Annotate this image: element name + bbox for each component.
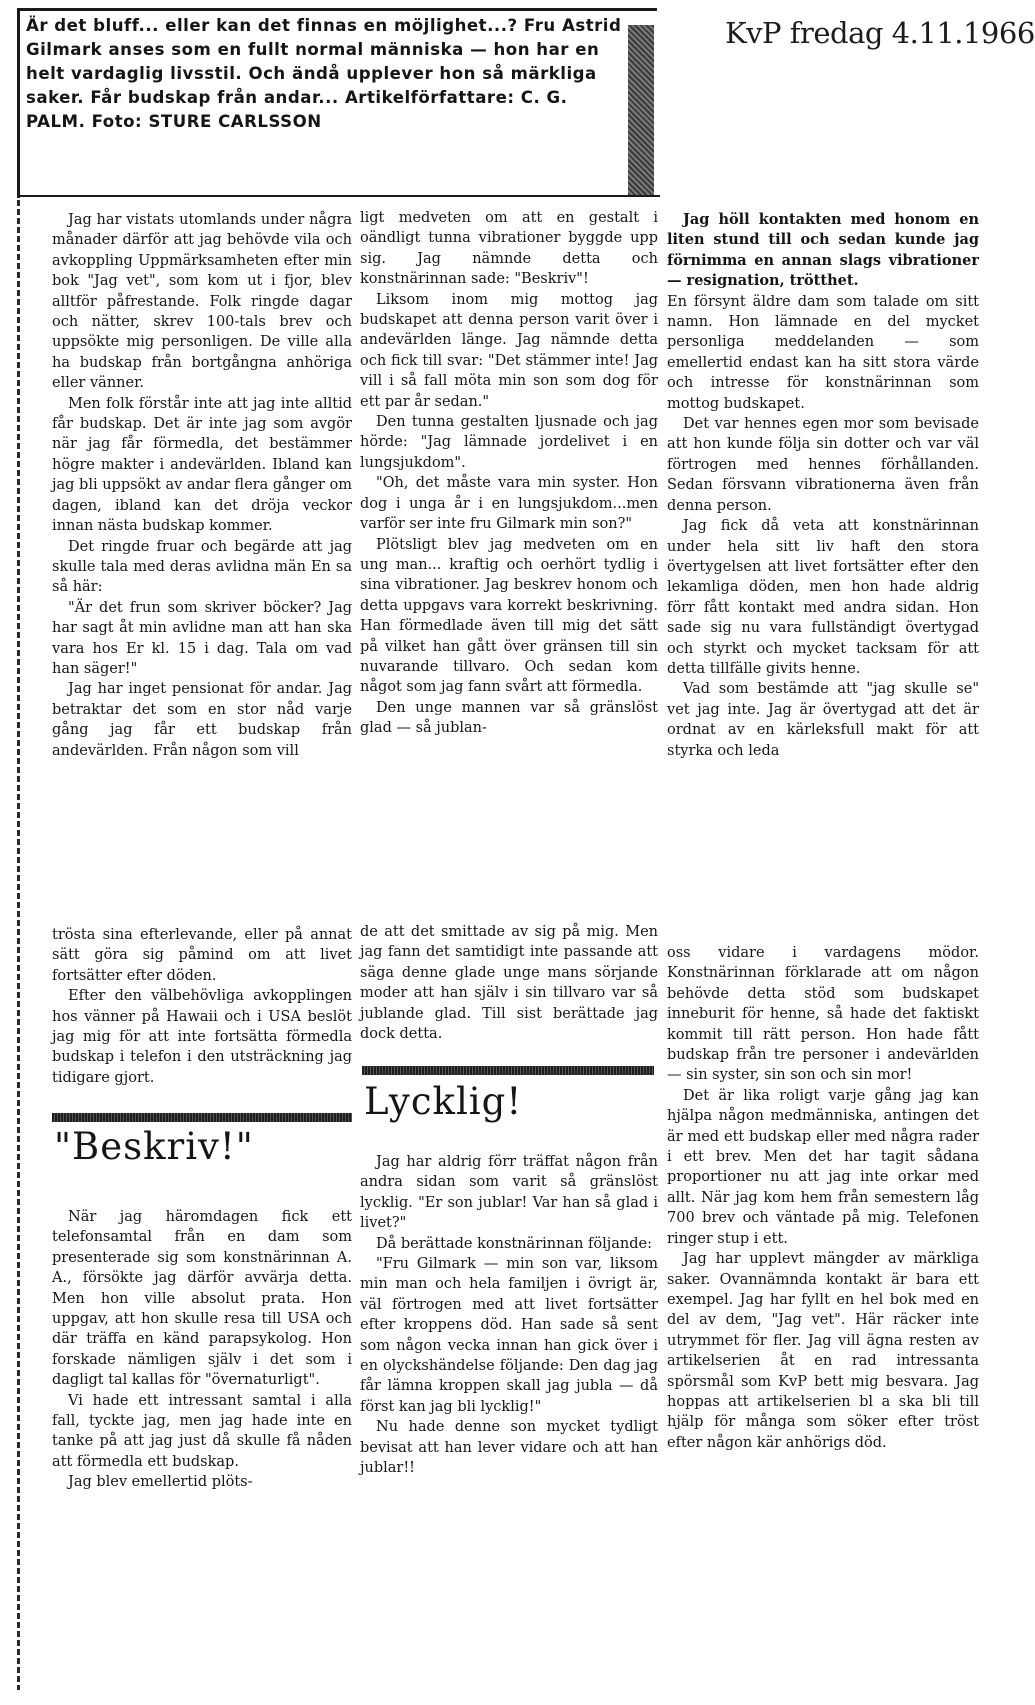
article-headline: Är det bluff... eller kan det finnas en möjlighet...? Fru Astrid Gilmark anses som en fullt normal människa — hon har en helt vardaglig livsstil. Och ändå upplever hon så märkliga saker. Får budskap från andar... Artikelförfattare: C. G. PALM. Foto: STURE CARLSSON — [26, 16, 622, 131]
left-margin-rule — [17, 200, 20, 1690]
paragraph: Det är lika roligt varje gång jag kan hjälpa någon medmänniska, antingen det är med ett budskap eller med några rader i ett brev. Men det har tagit sådana proportioner nu att jag inte orkar med allt. När jag kom hem från semestern låg 700 brev och väntade på mig. Telefonen ringer stup i ett. — [667, 1087, 979, 1247]
col1-block1 — [52, 210, 352, 761]
paragraph: "Fru Gilmark — min son var, liksom min man och hela familjen i övrigt är, väl förtrogen med att livet fortsätter efter kroppens död. Han sade så sent som någon vecka innan han gick över i en olyckshändelse följande: Den dag jag får lämna kroppen skall jag jubla — då först kan jag bli lycklig!" — [360, 1256, 658, 1415]
section-divider — [362, 1066, 654, 1075]
col3-block2 — [667, 943, 979, 1453]
header-box-top-rule — [17, 8, 657, 11]
col2-block1 — [360, 208, 658, 739]
paragraph: Det var hennes egen mor som bevisade att hon kunde följa sin dotter och var väl förtrogen med hennes förhållanden. Sedan försvann vibrationerna även från denna person. — [667, 416, 979, 514]
paragraph: "Oh, det måste vara min syster. Hon dog i unga år i en lungsjukdom...men varför ser inte fru Gilmark min son?" — [360, 475, 658, 533]
subheading-lycklig: Lycklig! — [364, 1080, 523, 1123]
col2-block3 — [360, 1152, 658, 1479]
shaded-bar — [628, 25, 654, 195]
paragraph: Vad som bestämde att "jag skulle se" vet jag inte. Jag är övertygad att det är ordnat av en kärleksfull makt för att styrka och leda — [667, 681, 979, 759]
paragraph: Då berättade konstnärinnan följande: — [376, 1235, 652, 1252]
paragraph: de att det smittade av sig på mig. Men jag fann det samtidigt inte passande att säga denne glade unge mans sörjande moder att han själv i sin tillvaro var så jublande glad. Till sist berättade jag dock detta. — [360, 924, 658, 1043]
paragraph: trösta sina efterlevande, eller på annat sätt göra sig påmind om att livet fortsätter efter döden. — [52, 927, 352, 984]
newspaper-dateline: KvP fredag 4.11.1966 — [725, 16, 1035, 50]
header-box-bottom-rule — [20, 195, 660, 197]
paragraph: Det ringde fruar och begärde att jag skulle tala med deras avlidna män En sa så här: — [52, 538, 352, 596]
paragraph: En försynt äldre dam som talade om sitt namn. Hon lämnade en del mycket personliga meddelanden — som emellertid endast kan ha sitt stora värde och intresse för konstnärinnan som mottog budskapet. — [667, 293, 979, 412]
paragraph: Jag blev emellertid plöts- — [68, 1474, 253, 1491]
paragraph: Vi hade ett intressant samtal i alla fall, tyckte jag, men jag hade inte en tanke på att jag just då skulle få nåden att förmedla ett budskap. — [52, 1392, 352, 1470]
col3-block1 — [667, 210, 979, 761]
paragraph: oss vidare i vardagens mödor. Konstnärinnan förklarade att om någon behövde detta stöd som budskapet inneburit för henne, så hade det faktiskt kommit till rätt person. Hon hade fått budskap från tre personer i andevärlden — sin syster, sin son och sin mor! — [667, 945, 979, 1084]
paragraph: Efter den välbehövliga avkopplingen hos vänner på Hawaii och i USA beslöt jag mig för att inte fortsätta förmedla budskap i telefon i den utsträckning jag tidigare gjort. — [52, 988, 352, 1086]
paragraph: Jag har upplevt mängder av märkliga saker. Ovannämnda kontakt är bara ett exempel. Jag har fyllt en hel bok med en del av dem, "Jag vet". Här räcker inte utrymmet för fler. Jag vill ägna resten av artikelserien åt en rad intressanta spörsmål som KvP bett mig besvara. Jag hoppas att artikelserien bl a ska bli till hjälp för många som söker efter tröst efter någon kär anhörigs död. — [667, 1251, 979, 1451]
subheading-beskriv: "Beskriv!" — [54, 1125, 254, 1168]
paragraph: ligt medveten om att en gestalt i oändligt tunna vibrationer byggde upp sig. Jag nämnde detta och konstnärinnan sade: "Beskriv"! — [360, 210, 658, 288]
paragraph: Den unge mannen var så gränslöst glad — så jublan- — [360, 699, 658, 737]
paragraph: Den tunna gestalten ljusnade och jag hörde: "Jag lämnade jordelivet i en lungsjukdom". — [360, 414, 658, 471]
paragraph: Plötsligt blev jag medveten om en ung man... kraftig och oerhört tydlig i sina vibrationer. Jag beskrev honom och detta uppgavs vara korrekt beskrivning. Han förmedlade även till mig det sätt på vilket han gått över gränsen till sin nuvarande tillvaro. Och sedan kom något som jag fann svårt att förmedla. — [360, 536, 658, 696]
header-box-left-rule — [17, 8, 20, 198]
paragraph: När jag häromdagen fick ett telefonsamtal från en dam som presenterade sig som konstnärinnan A. A., försökte jag därför avvärja detta. Men hon ville absolut prata. Hon uppgav, att hon skulle resa till USA och där träffa en känd parapsykolog. Hon forskade nämligen själv i det som i dagligt tal kallas för "övernaturligt". — [52, 1209, 352, 1389]
col2-block2 — [360, 922, 658, 1044]
paragraph: Jag har inget pensionat för andar. Jag betraktar det som en stor nåd varje gång jag får ett budskap från andevärlden. Från någon som vill — [52, 681, 352, 759]
paragraph: "Är det frun som skriver böcker? Jag har sagt åt min avlidne man att han ska vara hos Er kl. 15 i dag. Tala om vad han säger!" — [52, 599, 352, 677]
paragraph: Men folk förstår inte att jag inte alltid får budskap. Det är inte jag som avgör när jag får förmedla, det bestämmer högre makter i andevärlden. Ibland kan jag bli uppsökt av andar flera gånger om dagen, ibland kan det dröja veckor innan nästa budskap kommer. — [52, 395, 352, 535]
paragraph: Jag fick då veta att konstnärinnan under hela sitt liv haft den stora övertygelsen att livet fortsätter efter den lekamliga döden, men hon hade aldrig förr fått kontakt med andra sidan. Hon sade sig nu vara fullständigt övertygad och styrkt och mycket tacksam för att detta tillfälle givits henne. — [667, 518, 979, 677]
paragraph-lead: Jag höll kontakten med honom en liten stund till och sedan kunde jag förnimma en annan slags vibrationer — resignation, trötthet. — [667, 211, 979, 290]
paragraph: Jag har vistats utomlands under några månader därför att jag behövde vila och avkoppling Uppmärksamheten efter min bok "Jag vet", som kom ut i fjor, blev alltför påfrestande. Folk ringde dagar och nätter, skrev 100-tals brev och uppsökte mig personligen. De ville alla ha budskap från bortgångna anhöriga eller vänner. — [52, 212, 352, 392]
section-divider — [52, 1113, 352, 1122]
col1-block2 — [52, 925, 352, 1088]
paragraph: Nu hade denne son mycket tydligt bevisat att han lever vidare och att han jublar!! — [360, 1419, 658, 1477]
paragraph: Jag har aldrig förr träffat någon från andra sidan som varit så gränslöst lycklig. "Er son jublar! Var han så glad i livet?" — [360, 1154, 658, 1232]
paragraph: Liksom inom mig mottog jag budskapet att denna person varit över i andevärlden länge. Jag nämnde detta och fick till svar: "Det stämmer inte! Jag vill i så fall möta min son som dog för ett par år sedan." — [360, 291, 658, 410]
col1-block3 — [52, 1207, 352, 1493]
